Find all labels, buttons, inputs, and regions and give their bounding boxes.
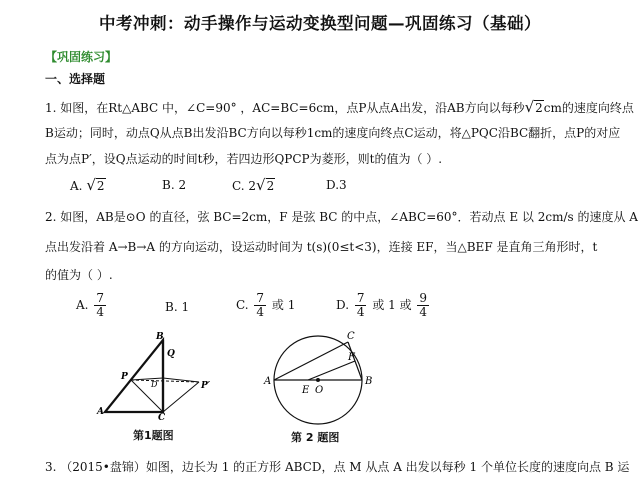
q1-line-3: 点为点P′，设Q点运动的时间t秒，若四边形QPCP为菱形，则t的值为（ ）. [45,152,443,166]
fig1-label-pprime: P′ [201,381,211,391]
q2-line-3: 的值为（ ）. [45,268,113,282]
figure-1-diagram [95,330,220,420]
q1-option-b: B. 2 [162,178,187,192]
subsection-heading: 一、选择题 [45,72,106,86]
figure-2-caption: 第 2 题图 [291,431,340,444]
q2-option-a: A. $\frac{7}{4}$ [76,291,104,319]
page-title: 中考冲刺：动手操作与运动变换型问题—巩固练习（基础） [99,14,541,33]
fig2-label-a: A [264,376,272,387]
fig1-label-q: Q [167,349,175,359]
figure-2-diagram [258,328,378,428]
fig1-label-b: B [156,332,164,342]
fig1-label-p: P [121,372,128,382]
fig1-label-d: D [151,380,158,389]
q2-option-b: B. 1 [165,300,190,314]
q1-option-a: A. √2 [70,176,105,194]
sqrt-expression: √2 [524,98,543,116]
q3-line-1: 3. （2015•盘锦）如图，边长为 1 的正方形 ABCD，点 M 从点 A 出发以每秒 1 个单位长度的速度向点 B 运 [45,460,630,474]
q2-option-c: C. $\frac{7}{4}$ 或 1 [236,291,296,319]
fig2-label-c: C [347,331,355,342]
q1-line-2: B运动；同时，动点Q从点B出发沿BC方向以每秒1cm的速度向终点C运动，将△PQC沿BC翻折，点P的对应 [45,126,621,140]
q1-option-d: D.3 [326,178,347,192]
fig2-label-b: B [365,376,373,387]
section-heading: 【巩固练习】 [45,50,118,64]
q1-option-c: C. 2√2 [232,176,275,194]
fig2-label-f: F [348,352,355,363]
fig2-label-e: E [302,385,310,396]
fig1-label-c: C [158,413,166,420]
figure-1-caption: 第1题图 [133,429,174,442]
q2-line-2: 点出发沿着 A→B→A 的方向运动，设运动时间为 t(s)(0≤t<3)，连接 EF，当△BEF 是直角三角形时，t [45,240,598,254]
fig2-label-o: O [315,385,324,396]
q2-option-d: D. $\frac{7}{4}$ 或 1 或 $\frac{9}{4}$ [336,291,428,319]
fig1-label-a: A [97,407,104,417]
q1-line-1: 1. 如图，在Rt△ABC 中，∠C=90° ，AC=BC=6cm，点P从点A出发，沿AB方向以每秒√2cm的速度向终点 [45,98,634,116]
q2-line-1: 2. 如图，AB是⊙O 的直径，弦 BC=2cm，F 是弦 BC 的中点，∠ABC=60°．若动点 E 以 2cm/s 的速度从 A [45,210,638,224]
